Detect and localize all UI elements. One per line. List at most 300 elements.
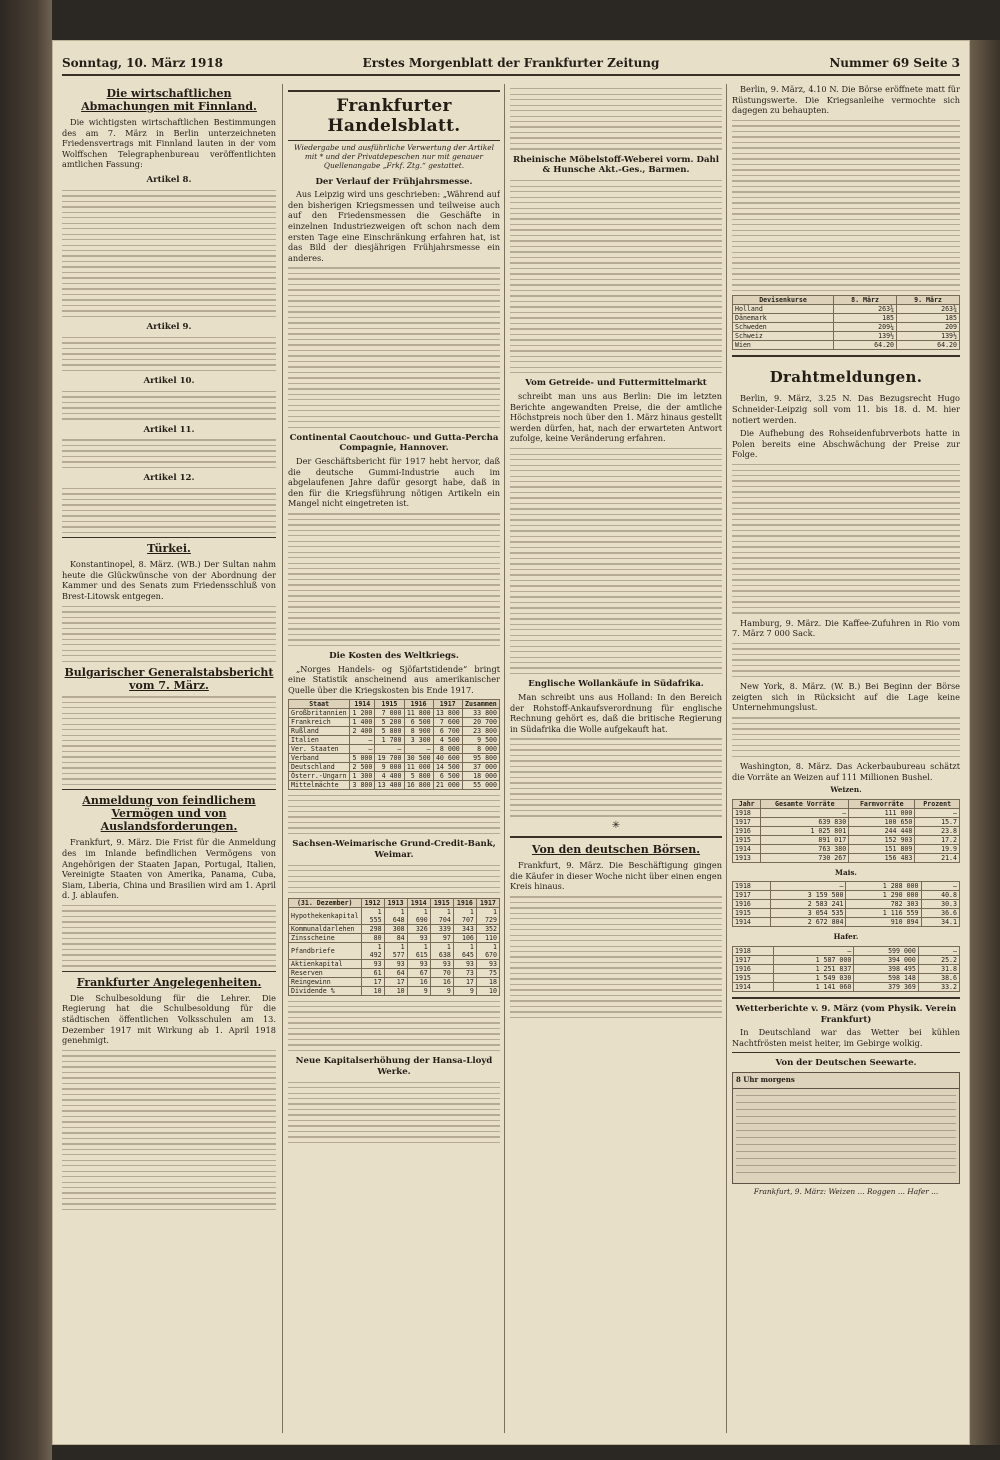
table-cell: 93 bbox=[407, 959, 430, 968]
table-cell: 4 400 bbox=[375, 771, 404, 780]
table-cell: — bbox=[761, 808, 849, 817]
table-cell: 93 bbox=[453, 959, 476, 968]
table-body bbox=[733, 305, 960, 350]
table-cell: 6 500 bbox=[433, 771, 462, 780]
table-cell: 1915 bbox=[733, 835, 761, 844]
table-cell: 1914 bbox=[733, 918, 771, 927]
table-cell: 14 500 bbox=[433, 762, 462, 771]
table-cell: 1918 bbox=[733, 882, 771, 891]
table-cell: 910 894 bbox=[846, 918, 921, 927]
telegram-text: Berlin, 9. März, 3.25 N. Das Bezugsrecht Hugo Schneider-Leipzig soll vom 11. bis 18. d. M. hier notiert werden. bbox=[732, 393, 960, 425]
table-cell: — bbox=[350, 735, 375, 744]
text-block bbox=[510, 88, 722, 150]
table-cell: 16 800 bbox=[404, 780, 433, 789]
table-row bbox=[733, 853, 960, 862]
table-cell: Schweden bbox=[733, 323, 834, 332]
table-cell: 31.8 bbox=[918, 964, 959, 973]
table-header-cell: 1914 bbox=[350, 699, 375, 708]
table-cell: — bbox=[375, 744, 404, 753]
table-cell: 19 700 bbox=[375, 753, 404, 762]
table-cell: 1916 bbox=[733, 826, 761, 835]
table-header-cell: 1916 bbox=[404, 699, 433, 708]
table-row bbox=[289, 771, 500, 780]
text-block bbox=[62, 696, 276, 785]
table-header-row bbox=[289, 699, 500, 708]
table-header-cell: (31. Dezember) bbox=[289, 898, 362, 907]
table-cell: 4 500 bbox=[433, 735, 462, 744]
table-cell: 16 bbox=[430, 977, 453, 986]
header-masthead: Erstes Morgenblatt der Frankfurter Zeitung bbox=[362, 56, 660, 70]
table-cell: — bbox=[918, 946, 959, 955]
table-row bbox=[289, 717, 500, 726]
table-header-cell: Staat bbox=[289, 699, 350, 708]
table-cell: Wien bbox=[733, 341, 834, 350]
table-header-row bbox=[733, 799, 960, 808]
divider bbox=[62, 789, 276, 790]
text-block bbox=[510, 896, 722, 1018]
table-cell: 20 700 bbox=[462, 717, 499, 726]
table-cell: 1 141 060 bbox=[774, 982, 854, 991]
table-cell: 1 577 bbox=[384, 942, 407, 959]
text-block bbox=[62, 1050, 276, 1210]
article-text: Man schreibt uns aus Holland: In den Bereich der Rohstoff-Ankaufsverordnung für englische Rechnung gehört es, daß die britische Regierung in Südafrika die Wolle aufgekauft hat. bbox=[510, 691, 722, 734]
table-cell: 1 704 bbox=[430, 907, 453, 924]
table-cell: — bbox=[915, 808, 960, 817]
table-cell: 93 bbox=[476, 959, 499, 968]
table-row bbox=[289, 708, 500, 717]
table-cell: 30 500 bbox=[404, 753, 433, 762]
book-binding bbox=[0, 0, 52, 1460]
table-cell: 25.2 bbox=[918, 955, 959, 964]
table-cell: 93 bbox=[361, 959, 384, 968]
text-block bbox=[288, 1001, 500, 1052]
table-row bbox=[733, 973, 960, 982]
table-cell: 3 054 535 bbox=[771, 909, 846, 918]
text-block bbox=[732, 717, 960, 757]
table-cell: 1918 bbox=[733, 808, 761, 817]
table-cell: 5 800 bbox=[375, 726, 404, 735]
table-cell: Reserven bbox=[289, 968, 362, 977]
article-text: schreibt man uns aus Berlin: Die im letzten Berichte angewandten Preise, die der amtliche Höchstpreis noch über den 1. März hinaus gestellt werden dürfen, hat, nach der erwarteten Antwort zufolge, keine Veränderung erfahren. bbox=[510, 391, 722, 444]
table-cell: 1 400 bbox=[350, 717, 375, 726]
table-cell: 21.4 bbox=[915, 853, 960, 862]
table-row bbox=[733, 909, 960, 918]
table-row bbox=[289, 726, 500, 735]
newspaper-page bbox=[52, 40, 970, 1445]
table-cell: 64.20 bbox=[897, 341, 960, 350]
table-cell: 1917 bbox=[733, 891, 771, 900]
weather-table-header: 8 Uhr morgens bbox=[733, 1073, 959, 1089]
table-cell: 18 bbox=[476, 977, 499, 986]
seewarte-title: Von der Deutschen Seewarte. bbox=[775, 1058, 917, 1069]
table-cell: 17 bbox=[453, 977, 476, 986]
section-title-handelsblatt: Frankfurter Handelsblatt. bbox=[288, 90, 500, 141]
table-cell: 13 800 bbox=[433, 708, 462, 717]
article-text: Aus Leipzig wird uns geschrieben: „Während auf den bisherigen Kriegsmessen und teilweise auch auf den Friedensmessen die Geschäfte in einzelnen Industriezweigen oft schon nach dem ersten Tage eine Einschränkung erfahren hat, ist das Bild der diesjährigen Frühjahrsmesse ein anderes. bbox=[288, 189, 500, 263]
table-cell: — bbox=[771, 882, 846, 891]
table-cell: 398 495 bbox=[854, 964, 919, 973]
table-cell: 394 000 bbox=[854, 955, 919, 964]
table-cell: 38.6 bbox=[918, 973, 959, 982]
table-row bbox=[733, 305, 960, 314]
table-row bbox=[289, 986, 500, 995]
table-cell: 1 638 bbox=[430, 942, 453, 959]
grain-table-title-hafer: Hafer. bbox=[833, 932, 859, 942]
table-cell: 7 600 bbox=[433, 717, 462, 726]
table-header-cell: 9. März bbox=[897, 296, 960, 305]
table-row bbox=[289, 942, 500, 959]
table-cell: 3 159 500 bbox=[771, 891, 846, 900]
table-body bbox=[289, 907, 500, 995]
table-cell: Österr.-Ungarn bbox=[289, 771, 350, 780]
column-rule bbox=[282, 84, 283, 1433]
table-header-cell: Zusammen bbox=[462, 699, 499, 708]
text-block bbox=[288, 865, 500, 894]
divider bbox=[732, 997, 960, 999]
text-block bbox=[62, 488, 276, 533]
table-row bbox=[289, 933, 500, 942]
table-cell: 15.7 bbox=[915, 817, 960, 826]
table-cell: Dänemark bbox=[733, 314, 834, 323]
table-cell: 55 000 bbox=[462, 780, 499, 789]
table-cell: 73 bbox=[453, 968, 476, 977]
table-cell: 1 690 bbox=[407, 907, 430, 924]
ornament-star-icon: ✳ bbox=[611, 819, 621, 831]
table-cell: — bbox=[404, 744, 433, 753]
table-cell: 298 bbox=[361, 924, 384, 933]
table-row bbox=[733, 955, 960, 964]
table-cell: 1913 bbox=[733, 853, 761, 862]
table-header-cell: 1912 bbox=[361, 898, 384, 907]
text-block bbox=[510, 180, 722, 373]
article-title-frankfurt: Frankfurter Angelegenheiten. bbox=[76, 975, 262, 989]
table-cell: 156 483 bbox=[849, 853, 915, 862]
table-row bbox=[733, 891, 960, 900]
section-title-drahtmeldungen: Drahtmeldungen. bbox=[769, 368, 923, 387]
article-text: Der Geschäftsbericht für 1917 hebt hervor, daß die deutsche Gummi-Industrie auch im abgelaufenen Jahre dafür gesorgt habe, daß in den für die Kriegsführung nötigen Artikeln ein Mangel nicht eingetreten ist. bbox=[288, 456, 500, 509]
text-block bbox=[62, 190, 276, 318]
table-cell: 139½ bbox=[897, 332, 960, 341]
table-cell: Zinsscheine bbox=[289, 933, 362, 942]
article-text: Frankfurt, 9. März. Die Beschäftigung gingen die Käufer in dieser Woche nicht über einen engen Kreis hinaus. bbox=[510, 860, 722, 892]
table-cell: 7 000 bbox=[375, 708, 404, 717]
table-cell: 1 200 bbox=[350, 708, 375, 717]
text-block bbox=[732, 643, 960, 677]
text-block bbox=[62, 606, 276, 662]
table-cell: Rußland bbox=[289, 726, 350, 735]
table-cell: 11 800 bbox=[404, 708, 433, 717]
table-cell: 13 400 bbox=[375, 780, 404, 789]
table-cell: 97 bbox=[430, 933, 453, 942]
table-cell: 80 bbox=[361, 933, 384, 942]
table-row bbox=[289, 907, 500, 924]
table-cell: Kommunaldarlehen bbox=[289, 924, 362, 933]
table-row bbox=[289, 959, 500, 968]
grain-table-title-mais: Mais. bbox=[835, 867, 857, 877]
weizen-table bbox=[732, 799, 960, 863]
table-cell: 106 bbox=[453, 933, 476, 942]
table-row bbox=[733, 964, 960, 973]
table-cell: 6 700 bbox=[433, 726, 462, 735]
table-cell: 1916 bbox=[733, 964, 774, 973]
table-cell: 1 729 bbox=[476, 907, 499, 924]
table-cell: 67 bbox=[407, 968, 430, 977]
table-row bbox=[733, 982, 960, 991]
article-text: Konstantinopel, 8. März. (WB.) Der Sultan nahm heute die Glückwünsche von der Abordnung der Kammer und des Senats zum Friedensschluß von Brest-Litowsk entgegen. bbox=[62, 559, 276, 601]
table-header-cell: Gesamte Vorräte bbox=[761, 799, 849, 808]
table-row bbox=[733, 835, 960, 844]
text-block bbox=[288, 267, 500, 427]
article-title-war-costs: Die Kosten des Weltkriegs. bbox=[329, 651, 459, 662]
table-cell: 33 800 bbox=[462, 708, 499, 717]
table-header-cell: 1915 bbox=[375, 699, 404, 708]
page-header bbox=[62, 54, 960, 76]
telegram-text: Die Aufhebung des Rohseidenfubrverbots hatte in Polen bereits eine Abschwächung der Preise zur Folge. bbox=[732, 428, 960, 460]
table-cell: 2 672 804 bbox=[771, 918, 846, 927]
table-row bbox=[289, 968, 500, 977]
table-cell: Mittelmächte bbox=[289, 780, 350, 789]
article-title-bulgarian-report: Bulgarischer Generalstabsbericht vom 7. März. bbox=[64, 666, 274, 693]
table-body bbox=[733, 946, 960, 991]
table-cell: 19.9 bbox=[915, 844, 960, 853]
table-row bbox=[733, 882, 960, 891]
table-cell: 9 500 bbox=[462, 735, 499, 744]
divider bbox=[510, 836, 722, 838]
table-cell: 763 380 bbox=[761, 844, 849, 853]
table-row bbox=[733, 900, 960, 909]
table-cell: Frankreich bbox=[289, 717, 350, 726]
table-row bbox=[733, 323, 960, 332]
table-cell: 1918 bbox=[733, 946, 774, 955]
table-cell: 9 000 bbox=[375, 762, 404, 771]
table-cell: 17 bbox=[361, 977, 384, 986]
table-header-row bbox=[289, 898, 500, 907]
table-cell: 23.8 bbox=[915, 826, 960, 835]
table-header-cell: Prozent bbox=[915, 799, 960, 808]
table-cell: 9 bbox=[407, 986, 430, 995]
hafer-table bbox=[732, 946, 960, 992]
table-cell: 11 000 bbox=[404, 762, 433, 771]
table-cell: 1 549 030 bbox=[774, 973, 854, 982]
table-cell: 61 bbox=[361, 968, 384, 977]
devisen-table bbox=[732, 295, 960, 350]
table-cell: 1 587 000 bbox=[774, 955, 854, 964]
table-row bbox=[289, 780, 500, 789]
table-cell: 308 bbox=[384, 924, 407, 933]
table-row bbox=[733, 341, 960, 350]
table-cell: 33.2 bbox=[918, 982, 959, 991]
column-1 bbox=[62, 84, 276, 1433]
table-cell: 209¼ bbox=[834, 323, 897, 332]
article-title-grund-credit: Sachsen-Weimarische Grund-Credit-Bank, Weimar. bbox=[292, 839, 496, 860]
table-cell: 2 583 241 bbox=[771, 900, 846, 909]
table-row bbox=[289, 753, 500, 762]
table-cell: 209 bbox=[897, 323, 960, 332]
table-row bbox=[733, 817, 960, 826]
table-cell: Holland bbox=[733, 305, 834, 314]
article-title-moebelstoff: Rheinische Möbelstoff-Weberei vorm. Dahl & Hunsche Akt.-Ges., Barmen. bbox=[512, 154, 720, 176]
text-block bbox=[510, 448, 722, 674]
article-subheading: Artikel 12. bbox=[143, 473, 195, 484]
table-cell: 93 bbox=[430, 959, 453, 968]
article-title-fruehjahrsmesse: Der Verlauf der Frühjahrsmesse. bbox=[315, 176, 473, 187]
table-cell: 9 bbox=[430, 986, 453, 995]
table-row bbox=[289, 744, 500, 753]
telegram-text: Hamburg, 9. März. Die Kaffee-Zufuhren in Rio vom 7. März 7 000 Sack. bbox=[732, 617, 960, 639]
table-row bbox=[733, 946, 960, 955]
table-cell: 1 492 bbox=[361, 942, 384, 959]
table-cell: 1 555 bbox=[361, 907, 384, 924]
table-header-cell: Devisenkurse bbox=[733, 296, 834, 305]
table-cell: 1917 bbox=[733, 955, 774, 964]
weather-table bbox=[732, 1072, 960, 1184]
text-block bbox=[510, 738, 722, 816]
table-cell: 3 800 bbox=[350, 780, 375, 789]
article-title-getreidemarkt: Vom Getreide- und Futtermittelmarkt bbox=[525, 378, 707, 389]
weather-title: Wetterberichte v. 9. März (vom Physik. Verein Frankfurt) bbox=[735, 1003, 957, 1025]
table-cell: 9 bbox=[453, 986, 476, 995]
table-body bbox=[733, 882, 960, 927]
table-cell: 2 500 bbox=[350, 762, 375, 771]
table-cell: 93 bbox=[384, 959, 407, 968]
table-cell: 343 bbox=[453, 924, 476, 933]
column-2 bbox=[288, 84, 500, 1433]
table-cell: 1 700 bbox=[375, 735, 404, 744]
text-block bbox=[62, 337, 276, 371]
table-cell: 8 000 bbox=[462, 744, 499, 753]
table-cell: 34.1 bbox=[921, 918, 960, 927]
table-row bbox=[733, 332, 960, 341]
table-cell: 1915 bbox=[733, 973, 774, 982]
article-text: Frankfurt, 9. März. Die Frist für die Anmeldung des im Inlande befindlichen Vermögens von Angehörigen der Staaten Japan, Portugal, Italien, Vereinigte Staaten von Amerika, Panama, Cuba, Siam, Liberia, China und Brasilien wird am 1. April d. J. ablaufen. bbox=[62, 837, 276, 901]
table-cell: 100 650 bbox=[849, 817, 915, 826]
table-cell: 244 448 bbox=[849, 826, 915, 835]
table-row bbox=[733, 808, 960, 817]
table-cell: 111 000 bbox=[849, 808, 915, 817]
table-row bbox=[289, 977, 500, 986]
table-row bbox=[289, 762, 500, 771]
table-cell: 1 251 837 bbox=[774, 964, 854, 973]
table-cell: 639 830 bbox=[761, 817, 849, 826]
table-cell: 185 bbox=[897, 314, 960, 323]
table-cell: 598 148 bbox=[854, 973, 919, 982]
table-header-cell: 1916 bbox=[453, 898, 476, 907]
table-cell: 18 000 bbox=[462, 771, 499, 780]
table-cell: 1 670 bbox=[476, 942, 499, 959]
article-subheading: Artikel 9. bbox=[146, 322, 192, 333]
table-header-cell: 8. März bbox=[834, 296, 897, 305]
table-cell: — bbox=[774, 946, 854, 955]
table-cell: 10 bbox=[384, 986, 407, 995]
table-header-cell: Jahr bbox=[733, 799, 761, 808]
table-cell: Verband bbox=[289, 753, 350, 762]
article-text: Die Schulbesoldung für die Lehrer. Die Regierung hat die Schulbesoldung für die städtischen öffentlichen Volksschulen am 13. Dezember 1917 mit Wirkung ab 1. April 1918 genehmigt. bbox=[62, 992, 276, 1046]
table-cell: 110 bbox=[476, 933, 499, 942]
table-cell: 5 200 bbox=[375, 717, 404, 726]
divider bbox=[62, 971, 276, 972]
table-cell: Ver. Staaten bbox=[289, 744, 350, 753]
table-cell: 1915 bbox=[733, 909, 771, 918]
table-row bbox=[289, 735, 500, 744]
table-cell: 379 369 bbox=[854, 982, 919, 991]
table-cell: Dividende % bbox=[289, 986, 362, 995]
table-cell: Deutschland bbox=[289, 762, 350, 771]
table-header-cell: 1914 bbox=[407, 898, 430, 907]
telegram-text: Washington, 8. März. Das Ackerbaubureau schätzt die Vorräte an Weizen auf 111 Millionen Bushel. bbox=[732, 761, 960, 782]
table-cell: 1 025 801 bbox=[761, 826, 849, 835]
table-cell: 151 809 bbox=[849, 844, 915, 853]
weather-text: In Deutschland war das Wetter bei kühlen Nachtfrösten meist heiter, im Gebirge wolkig. bbox=[732, 1027, 960, 1048]
table-cell: 36.6 bbox=[921, 909, 960, 918]
table-cell: 17 bbox=[384, 977, 407, 986]
table-cell: 37 000 bbox=[462, 762, 499, 771]
table-cell: 1914 bbox=[733, 982, 774, 991]
table-cell: 21 000 bbox=[433, 780, 462, 789]
table-cell: 30.3 bbox=[921, 900, 960, 909]
table-cell: 17.2 bbox=[915, 835, 960, 844]
table-cell: Reingewinn bbox=[289, 977, 362, 986]
table-cell: 730 267 bbox=[761, 853, 849, 862]
table-cell: 40 600 bbox=[433, 753, 462, 762]
text-block bbox=[62, 391, 276, 420]
table-header-cell: 1913 bbox=[384, 898, 407, 907]
table-cell: Hypothekenkapital bbox=[289, 907, 362, 924]
table-row bbox=[289, 924, 500, 933]
war-costs-table bbox=[288, 699, 500, 790]
table-row bbox=[733, 314, 960, 323]
text-block bbox=[732, 464, 960, 613]
text-block bbox=[62, 439, 276, 468]
table-row bbox=[733, 918, 960, 927]
table-cell: 263¾ bbox=[834, 305, 897, 314]
table-cell: 5 000 bbox=[350, 753, 375, 762]
table-cell: 64 bbox=[384, 968, 407, 977]
article-title-continental: Continental Caoutchouc- und Gutta-Percha Compagnie, Hannover. bbox=[289, 432, 499, 454]
article-subheading: Artikel 10. bbox=[143, 376, 195, 387]
table-header-cell: Farmvorräte bbox=[849, 799, 915, 808]
article-title-enemy-assets: Anmeldung von feindlichem Vermögen und von Auslandsforderungen. bbox=[82, 794, 256, 834]
table-cell: 2 400 bbox=[350, 726, 375, 735]
article-text: „Norges Handels- og Sjöfartstidende“ bringt eine Statistik anscheinend aus amerikanischer Quelle über die Kriegskosten bis Ende 1917. bbox=[288, 663, 500, 695]
table-cell: 93 bbox=[407, 933, 430, 942]
table-row bbox=[733, 826, 960, 835]
article-title-boersen: Von den deutschen Börsen. bbox=[531, 843, 701, 857]
text-block bbox=[288, 513, 500, 646]
table-cell: 599 000 bbox=[854, 946, 919, 955]
header-date: Sonntag, 10. März 1918 bbox=[62, 56, 224, 70]
table-cell: 1 300 bbox=[350, 771, 375, 780]
article-title-wollankaeufe: Englische Wollankäufe in Südafrika. bbox=[528, 679, 704, 690]
table-cell: 891 017 bbox=[761, 835, 849, 844]
table-cell: 339 bbox=[430, 924, 453, 933]
table-header-cell: 1915 bbox=[430, 898, 453, 907]
table-cell: 782 303 bbox=[846, 900, 921, 909]
table-cell: 3 300 bbox=[404, 735, 433, 744]
table-header-cell: 1917 bbox=[433, 699, 462, 708]
bank-table bbox=[288, 898, 500, 996]
article-text: Berlin, 9. März, 4.10 N. Die Börse eröffnete matt für Rüstungswerte. Die Kriegsanleihe vermochte sich dagegen zu behaupten. bbox=[732, 84, 960, 116]
table-cell: 16 bbox=[407, 977, 430, 986]
table-cell: 95 800 bbox=[462, 753, 499, 762]
table-cell: 8 000 bbox=[433, 744, 462, 753]
text-block bbox=[62, 905, 276, 967]
column-3 bbox=[510, 84, 722, 1433]
table-cell: 6 500 bbox=[404, 717, 433, 726]
table-cell: 10 bbox=[361, 986, 384, 995]
table-cell: 1 707 bbox=[453, 907, 476, 924]
table-cell: 1 645 bbox=[453, 942, 476, 959]
table-cell: 70 bbox=[430, 968, 453, 977]
